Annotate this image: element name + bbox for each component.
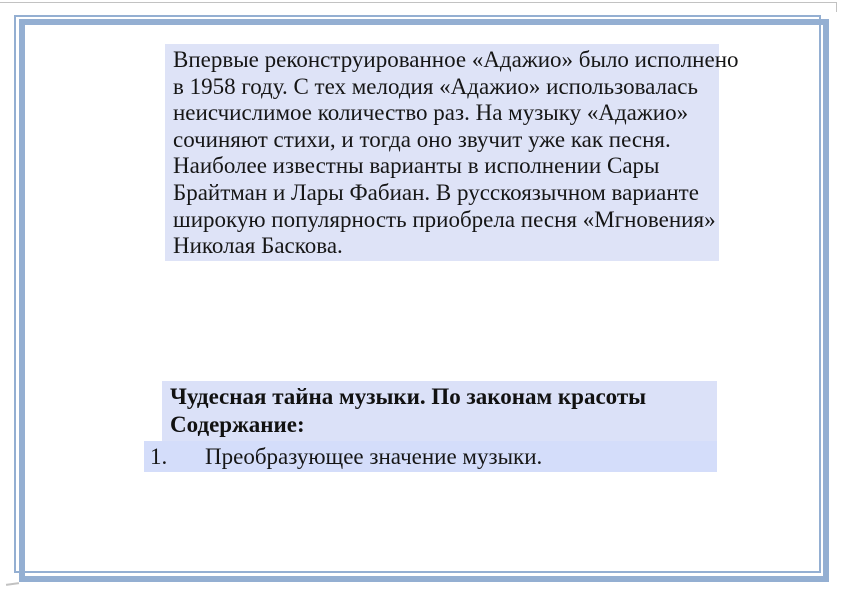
numbered-list-item [144, 441, 717, 472]
slide-edge-corner-bottom [6, 582, 19, 586]
paragraph-line: Брайтман и Лары Фабиан. В русскоязычном варианте [173, 179, 699, 205]
section-heading-block [162, 381, 717, 441]
slide-edge-line [0, 2, 837, 3]
paragraph-line: Впервые реконструированное «Адажио» было исполнено [173, 47, 739, 72]
slide-edge-corner [836, 2, 837, 12]
heading-contents-label: Содержание: [170, 412, 305, 437]
paragraph-line: Наиболее известны варианты в исполнении Сары [173, 153, 660, 179]
list-item-text: Преобразующее значение музыки. [205, 443, 543, 469]
list-item-number: 1. [150, 443, 168, 469]
paragraph-line: широкую популярность приобрела песня «Мгновения» [173, 206, 716, 232]
paragraph-line: Николая Баскова. [173, 233, 343, 259]
heading-title-line: Чудесная тайна музыки. По законам красоты [170, 384, 647, 409]
paragraph-text-block [165, 44, 739, 261]
paragraph-line: в 1958 году. С тех мелодия «Адажио» использовалась [173, 73, 698, 99]
paragraph-line: неисчислимое количество раз. На музыку «Адажио» [173, 100, 689, 126]
paragraph-line: сочиняют стихи, и тогда оно звучит уже как песня. [173, 126, 671, 152]
